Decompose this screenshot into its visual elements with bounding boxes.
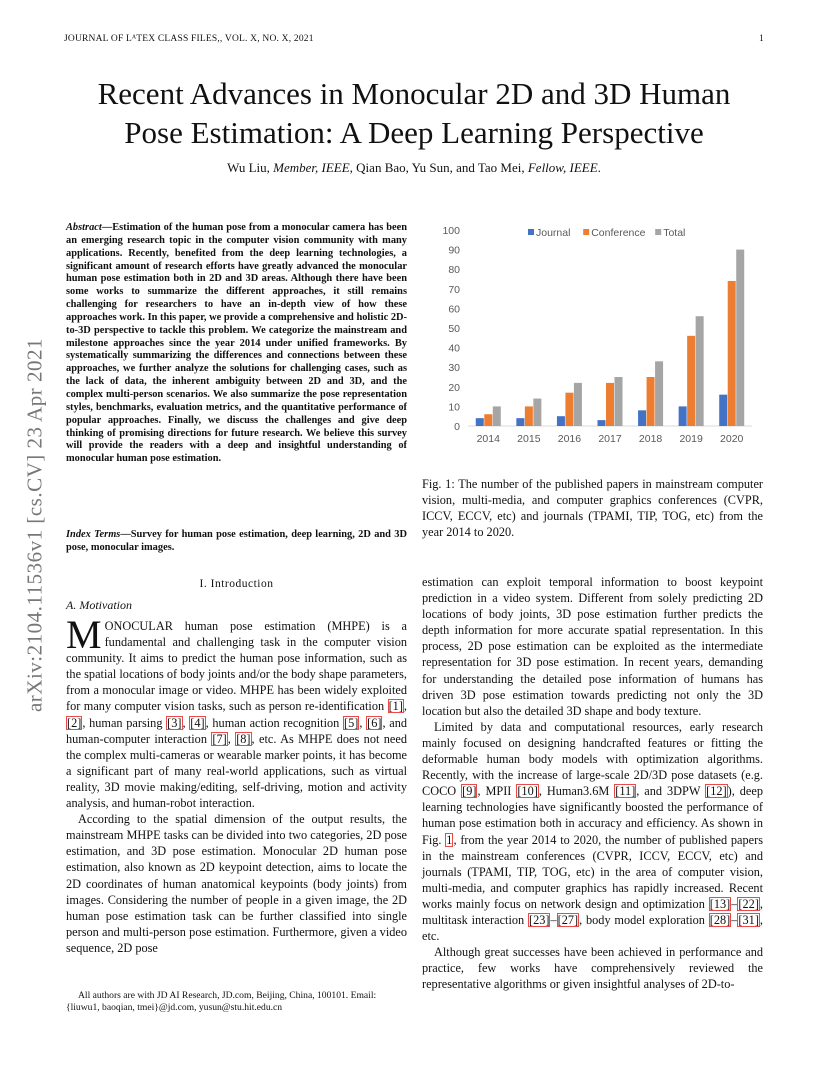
bar-total-2014 <box>493 406 501 426</box>
figure-caption: Fig. 1: The number of the published papers in mainstream computer vision, multi-media, and computer graphics conferences (CVPR, ICCV, ECCV, etc) and journals (TPAMI, TIP, TOG, etc) from the year 2014 to 2020. <box>422 477 763 540</box>
y-tick-label: 60 <box>448 303 460 316</box>
text: , from the year 2014 to 2020, the number of published papers in the mainstream conferences (CVPR, ICCV, ECCV, etc) and journals (TPAMI, TIP, TOG, etc) in the area of computer vision, multi-media, and computer graphics has rapidly increased. Recent works mainly focus on network design and optimization <box>422 832 763 911</box>
x-tick-label: 2019 <box>679 433 703 445</box>
abstract-text: —Estimation of the human pose from a monocular camera has been an emerging research topic in the computer vision community with many applications. Recently, benefited from the deep learning technologies, a significant amount of research efforts have greatly advanced the monocular human pose estimation both in 2D and 3D areas. Although there have been some works to summarize the different approaches, it still remains challenging for researchers to have an in-depth view of how these approaches work. In this paper, we provide a comprehensive and holistic 2D-to-3D perspective to tackle this problem. We categorize the mainstream and milestone approaches since the year 2014 under unified frameworks. By systematically summarizing the differences and connections between these approaches, we further analyze the solutions for challenging cases, such as the lack of data, the inherent ambiguity between 2D and 3D, and the complex multi-person scenarios. We also summarize the pose representation styles, benchmarks, evaluation metrics, and the quantitative performance of popular approaches. Finally, we discuss the challenges and give deep thinking of promising directions for future research. We believe this survey will provide the readers with a deep and insightful understanding of monocular human pose estimation. <box>66 222 407 465</box>
dropcap: M <box>66 612 102 657</box>
y-tick-label: 10 <box>448 401 460 414</box>
intro-paragraph-3: estimation can exploit temporal information to boost keypoint prediction in a video system. Different from solely predicting 2D locations of body joints, 3D pose estimation further predicts the depth information for more accurate spatial representation. In this process, 2D pose estimation can be exploited as the intermediate representation for 3D pose estimation. In recent years, demanding for understanding the detailed pose information of humans has driven 3D pose estimation towards predicting not only the 3D location but also the detailed 3D shape and body texture. <box>422 575 763 718</box>
legend-swatch-total <box>655 229 661 235</box>
y-tick-label: 20 <box>448 381 460 394</box>
x-tick-label: 2020 <box>720 433 744 445</box>
intro-paragraph-2: According to the spatial dimension of the output results, the mainstream MHPE tasks can be divided into two categories, 2D pose estimation, and 3D pose estimation. Monocular 2D human pose estimation, also known as 2D keypoint detection, aims to locate the 2D coordinates of human anatomical keypoints (body joints) from images. Considering the number of people in a given image, the 2D human pose estimation task can be further classified into single person and multi-person pose estimation. Furthermore, given a video sequence, 2D pose <box>66 812 407 955</box>
citation-link[interactable]: [22] <box>738 896 759 911</box>
bar-conference-2016 <box>565 393 573 426</box>
title-line-2: Pose Estimation: A Deep Learning Perspective <box>124 115 704 150</box>
y-tick-label: 100 <box>442 225 460 237</box>
bar-total-2019 <box>696 316 704 426</box>
text: , <box>359 715 367 730</box>
right-column-body <box>422 574 763 992</box>
index-terms <box>66 529 407 555</box>
bar-total-2017 <box>615 377 623 426</box>
citation-link[interactable]: [5] <box>344 715 359 730</box>
abstract-label: Abstract <box>66 222 102 233</box>
text: , body model exploration <box>579 912 709 927</box>
left-column-body <box>66 612 408 956</box>
intro-paragraph-5: Although great successes have been achieved in performance and practice, few works have comprehensively reviewed the representative algorithms or given insightful analyses of 2D-to- <box>422 945 763 992</box>
running-header <box>64 34 764 44</box>
author-1-role: Member, IEEE <box>273 160 350 175</box>
citation-link[interactable]: [13] <box>709 896 731 911</box>
bar-total-2016 <box>574 383 582 426</box>
citation-link[interactable]: [31] <box>738 912 759 927</box>
citation-link[interactable]: [10] <box>517 784 538 799</box>
bar-journal-2016 <box>557 416 565 426</box>
legend-label-conference: Conference <box>591 227 646 239</box>
text: , multitask interaction <box>422 896 763 927</box>
bar-total-2020 <box>736 250 744 426</box>
paper-title <box>40 74 788 152</box>
citation-link[interactable]: [8] <box>236 731 251 746</box>
text: – <box>731 896 738 911</box>
legend-label-journal: Journal <box>536 227 571 239</box>
author-1: Wu Liu, <box>227 160 274 175</box>
bar-conference-2015 <box>525 406 533 426</box>
bar-conference-2017 <box>606 383 614 426</box>
x-tick-label: 2017 <box>598 433 622 445</box>
x-tick-label: 2018 <box>638 433 663 445</box>
citation-link[interactable]: [2] <box>67 715 82 730</box>
text: ONOCULAR human pose estimation (MHPE) is a fundamental and challenging task in the computer vision community. It aims to predict the human pose information, such as the spatial locations of body joints and/or the body shape parameters, from a monocular image or video. MHPE has been widely exploited for many computer vision tasks, such as person re-identification <box>66 619 407 714</box>
citation-link[interactable]: [4] <box>190 715 205 730</box>
journal-header: JOURNAL OF LᴬTEX CLASS FILES,, VOL. X, NO. X, 2021 <box>64 34 314 44</box>
y-tick-label: 90 <box>448 244 460 257</box>
y-tick-label: 50 <box>448 323 460 335</box>
bar-total-2018 <box>655 361 663 426</box>
bar-chart <box>422 218 763 450</box>
citation-link[interactable]: [9] <box>462 784 477 799</box>
text: , <box>403 699 407 714</box>
bar-journal-2018 <box>638 410 646 426</box>
subsection-heading: A. Motivation <box>66 598 132 612</box>
text: , human parsing <box>82 715 167 730</box>
abstract <box>66 222 407 466</box>
text: , etc. As MHPE does not need the complex multi-cameras or wearable marker points, it has become a significant part of many real-world applications, such as virtual reality, 3D movie making/editing, self-driving, motion and activity analysis, and human-robot interaction. <box>66 731 407 811</box>
title-line-1: Recent Advances in Monocular 2D and 3D Human <box>97 76 731 111</box>
citation-link[interactable]: [12] <box>706 784 727 799</box>
page-number: 1 <box>759 34 764 44</box>
authors-rest: , Qian Bao, Yu Sun, and Tao Mei, <box>349 160 528 175</box>
citation-link[interactable]: [1] <box>388 699 403 714</box>
arxiv-identifier[interactable]: arXiv:2104.11536v1 [cs.CV] 23 Apr 2021 <box>22 337 47 713</box>
x-tick-label: 2014 <box>476 433 500 445</box>
citation-link[interactable]: [7] <box>212 731 227 746</box>
footnote: All authors are with JD AI Research, JD.com, Beijing, China, 100101. Email: {liuwu1, baoqian, tmei}@jd.com, yusun@stu.hit.edu.cn <box>66 990 377 1013</box>
text: – <box>731 912 738 927</box>
bar-journal-2019 <box>679 406 687 426</box>
y-tick-label: 40 <box>448 342 460 355</box>
intro-paragraph-4 <box>422 719 763 944</box>
arxiv-stamp <box>20 285 50 765</box>
index-terms-label: Index Terms <box>66 529 121 540</box>
text: – <box>550 912 557 927</box>
bar-conference-2014 <box>484 414 492 426</box>
legend-swatch-conference <box>583 229 589 235</box>
text: , etc. <box>422 912 763 944</box>
bar-journal-2020 <box>719 395 727 426</box>
citation-link[interactable]: [11] <box>615 784 636 799</box>
text: , and human-computer interaction <box>66 715 408 746</box>
legend-swatch-journal <box>528 229 534 235</box>
x-tick-label: 2015 <box>517 433 541 445</box>
text: , and 3DPW <box>636 784 706 799</box>
intro-paragraph-1 <box>66 612 408 811</box>
bar-conference-2020 <box>728 281 736 426</box>
author-last-role: Fellow, IEEE <box>527 160 598 175</box>
author-list <box>40 160 788 176</box>
bar-total-2015 <box>533 399 541 426</box>
legend-label-total: Total <box>663 227 686 239</box>
bar-journal-2014 <box>476 418 484 426</box>
text: , <box>182 715 190 730</box>
text: , Human3.6M <box>538 784 615 799</box>
y-tick-label: 70 <box>448 283 460 296</box>
bar-conference-2018 <box>647 377 655 426</box>
authors-end: . <box>597 160 601 175</box>
citation-link[interactable]: [28] <box>709 912 731 927</box>
bar-journal-2015 <box>516 418 524 426</box>
bar-journal-2017 <box>598 420 606 426</box>
section-heading: I. Introduction <box>199 578 274 590</box>
text: , MPII <box>477 784 517 799</box>
figure-1-chart <box>422 218 763 450</box>
index-terms-text: —Survey for human pose estimation, deep learning, 2D and 3D pose, monocular images. <box>66 529 407 553</box>
text: ), deep learning technologies have significantly boosted the performance of human pose estimation both in accuracy and efficiency. As shown in Fig. <box>422 784 763 847</box>
text: Limited by data and computational resources, early research mainly focused on designing handcrafted features or fitting the deformable human body models with optimization algorithms. Recently, with the increase of large-scale 2D/3D pose datasets (e.g. COCO <box>422 719 763 799</box>
citation-link[interactable]: [27] <box>557 912 579 927</box>
text: , human action recognition <box>205 715 344 730</box>
citation-link[interactable]: [3] <box>167 715 182 730</box>
y-tick-label: 30 <box>448 362 460 375</box>
citation-link[interactable]: [23] <box>528 912 550 927</box>
y-tick-label: 0 <box>454 421 460 433</box>
y-tick-label: 80 <box>448 264 460 277</box>
text: , <box>227 731 236 746</box>
figure-link[interactable]: 1 <box>446 832 453 847</box>
x-tick-label: 2016 <box>557 433 582 445</box>
citation-link[interactable]: [6] <box>367 715 382 730</box>
bar-conference-2019 <box>687 336 695 426</box>
